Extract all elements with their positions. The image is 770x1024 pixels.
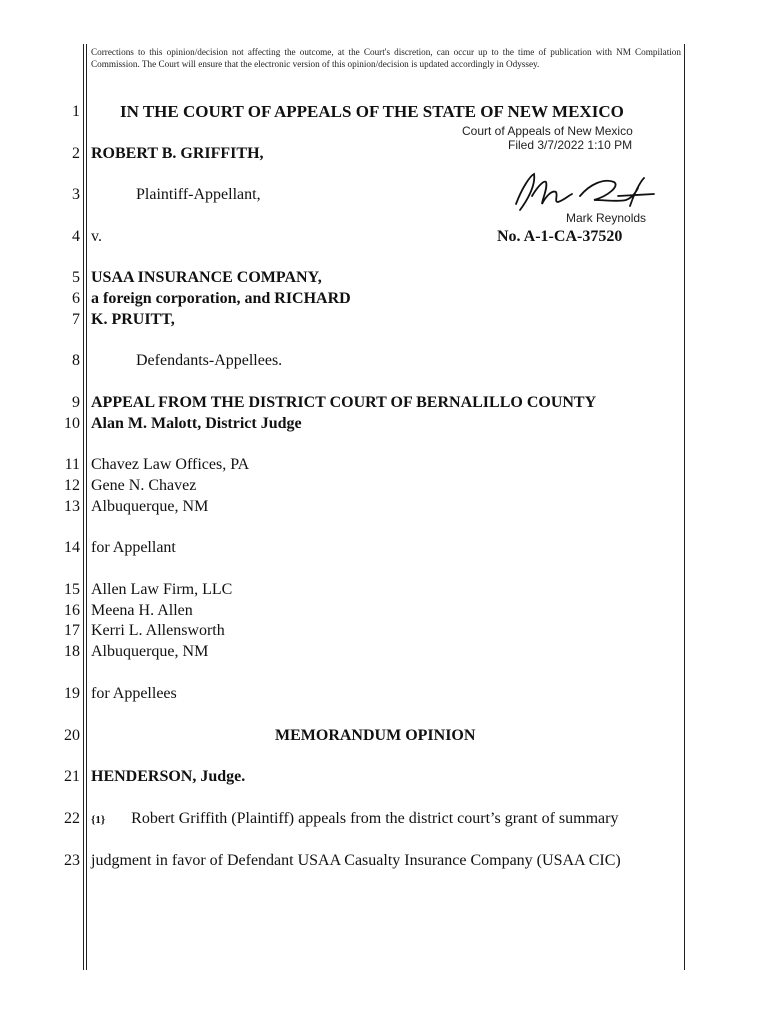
publication-notice: Corrections to this opinion/decision not affecting the outcome, at the Court's discretion, can occur up to the time of publication with NM Compilation Commission. The Court will ensure that the electronic version of this opinion/decision is updated accordingly in Odyssey. [91, 47, 681, 69]
line-number: 8 [72, 352, 80, 369]
opinion-heading: MEMORANDUM OPINION [275, 727, 476, 744]
line-number: 18 [64, 643, 80, 660]
paragraph-mark: {1} [91, 814, 106, 826]
line-number: 21 [64, 768, 80, 785]
case-number: No. A-1-CA-37520 [497, 228, 623, 245]
counsel-line: Allen Law Firm, LLC [91, 581, 233, 598]
defendant-line: K. PRUITT, [91, 311, 175, 328]
line-number: 20 [64, 727, 80, 744]
line-number: 15 [64, 581, 80, 598]
line-number: 6 [72, 290, 80, 307]
counsel-line: Meena H. Allen [91, 602, 193, 619]
district-judge: Alan M. Malott, District Judge [91, 415, 302, 432]
line-number: 16 [64, 602, 80, 619]
filing-stamp-court: Court of Appeals of New Mexico [462, 124, 633, 138]
line-number: 23 [64, 852, 80, 869]
counsel-line: Gene N. Chavez [91, 477, 197, 494]
plaintiff-name: ROBERT B. GRIFFITH, [91, 145, 264, 162]
counsel-line: Albuquerque, NM [91, 498, 209, 515]
right-margin-rule [684, 44, 685, 970]
line-number: 17 [64, 622, 80, 639]
line-number: 13 [64, 498, 80, 515]
line-number: 2 [72, 145, 80, 162]
line-number: 9 [72, 394, 80, 411]
body-text: Robert Griffith (Plaintiff) appeals from the district court’s grant of summary [131, 810, 619, 827]
line-number: 11 [64, 456, 80, 473]
line-number: 14 [64, 539, 80, 556]
filing-stamp-date: Filed 3/7/2022 1:10 PM [508, 138, 633, 152]
defendant-line: a foreign corporation, and RICHARD [91, 290, 351, 307]
line-number: 10 [64, 415, 80, 432]
left-margin-rule-inner [86, 44, 87, 970]
line-number: 22 [64, 810, 80, 827]
line-number: 3 [72, 186, 80, 203]
for-appellees: for Appellees [91, 685, 177, 702]
opinion-author: HENDERSON, Judge. [91, 768, 246, 785]
versus: v. [91, 228, 102, 245]
left-margin-rule [83, 44, 84, 970]
counsel-line: Kerri L. Allensworth [91, 622, 225, 639]
line-number: 12 [64, 477, 80, 494]
appeal-from: APPEAL FROM THE DISTRICT COURT OF BERNALILLO COUNTY [91, 394, 597, 411]
plaintiff-role: Plaintiff-Appellant, [136, 186, 261, 203]
line-number: 4 [72, 228, 80, 245]
line-number: 1 [72, 103, 80, 120]
line-number: 7 [72, 311, 80, 328]
court-title: IN THE COURT OF APPEALS OF THE STATE OF NEW MEXICO [120, 102, 624, 121]
line-number: 19 [64, 685, 80, 702]
counsel-line: Albuquerque, NM [91, 643, 209, 660]
counsel-line: Chavez Law Offices, PA [91, 456, 250, 473]
body-line: judgment in favor of Defendant USAA Casualty Insurance Company (USAA CIC) [91, 852, 621, 869]
body-line [91, 809, 681, 830]
defendant-line: USAA INSURANCE COMPANY, [91, 269, 322, 286]
defendant-role: Defendants-Appellees. [136, 352, 283, 369]
for-appellant: for Appellant [91, 539, 176, 556]
line-number: 5 [72, 269, 80, 286]
signer-name: Mark Reynolds [566, 211, 647, 225]
